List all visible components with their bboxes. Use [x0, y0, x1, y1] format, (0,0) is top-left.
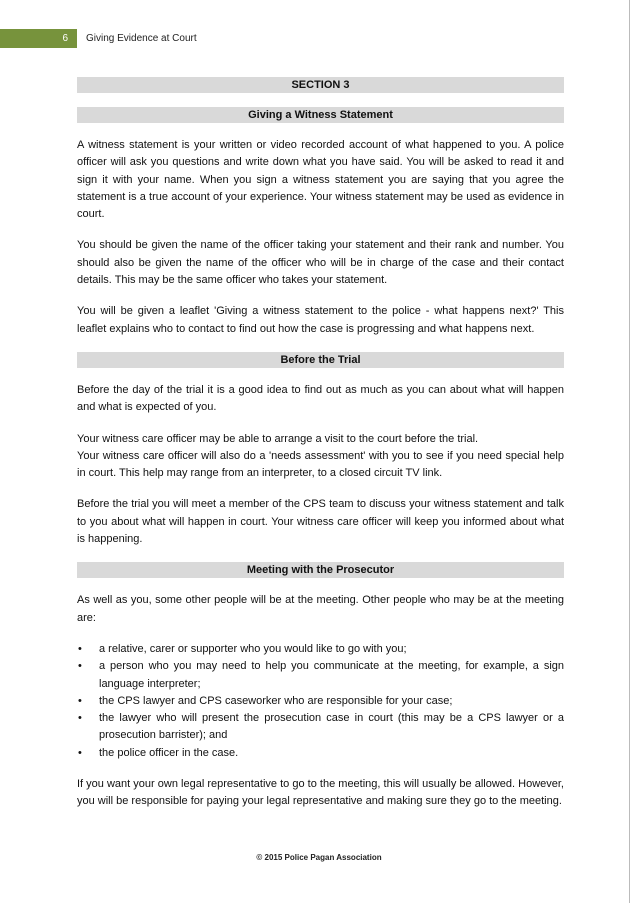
bullet-icon: • [78, 694, 82, 707]
page-content [77, 77, 564, 825]
paragraph: You will be given a leaflet 'Giving a witness statement to the police - what happens next?' This leaflet explains who to contact to find out how the case is progressing and what happens next. [77, 305, 564, 335]
list-item-text: a relative, carer or supporter who you would like to go with you; [99, 642, 407, 655]
heading-meeting-with-prosecutor: Meeting with the Prosecutor [77, 562, 564, 578]
list-item [77, 745, 564, 762]
paragraph: You should be given the name of the officer taking your statement and their rank and number. You should also be given the name of the officer who will be in charge of the case and their contact details. This may be the same officer who takes your statement. [77, 239, 564, 287]
page-number-tab [0, 29, 77, 48]
right-margin-rule [629, 0, 630, 903]
list-item [77, 693, 564, 710]
paragraph: Before the trial you will meet a member of the CPS team to discuss your witness statement and talk to you about what will happen in court. Your witness care officer will keep you informed about what is happening. [77, 498, 564, 546]
paragraph: Your witness care officer may be able to arrange a visit to the court before the trial. [77, 432, 479, 445]
bullet-icon: • [78, 642, 82, 655]
paragraph: Your witness care officer will also do a 'needs assessment' with you to see if you need special help in court. This help may range from an interpreter, to a closed circuit TV link. [77, 449, 564, 480]
bullet-icon: • [78, 746, 82, 759]
list-item [77, 710, 564, 745]
bullet-icon: • [78, 660, 82, 673]
section-label-bar: SECTION 3 [77, 77, 564, 93]
bullet-icon: • [78, 712, 82, 725]
attendee-list [77, 641, 564, 762]
list-item-text: the police officer in the case. [99, 746, 239, 759]
paragraph: If you want your own legal representative to go to the meeting, this will usually be allowed. However, you will be responsible for paying your legal representative and making sure they go to the meeting. [77, 778, 564, 808]
paragraph: A witness statement is your written or video recorded account of what happened to you. A police officer will ask you questions and write down what you have said. You will be asked to read it and sign it with your name. When you sign a witness statement you are saying that you agree the statement is a true account of your experience. Your witness statement may be used as evidence in court. [77, 139, 564, 221]
list-item [77, 658, 564, 693]
list-item-text: the CPS lawyer and CPS caseworker who are responsible for your case; [99, 694, 453, 707]
heading-giving-witness-statement: Giving a Witness Statement [77, 107, 564, 123]
list-item-text: the lawyer who will present the prosecution case in court (this may be a CPS lawyer or a prosecution barrister); and [99, 712, 564, 742]
paragraph: Before the day of the trial it is a good idea to find out as much as you can about what will happen and what is expected of you. [77, 383, 564, 414]
page-footer: © 2015 Police Pagan Association [256, 853, 382, 862]
paragraph: As well as you, some other people will be at the meeting. Other people who may be at the meeting are: [77, 594, 564, 624]
page-number: 6 [62, 33, 68, 44]
list-item [77, 641, 564, 658]
running-header-title: Giving Evidence at Court [86, 33, 197, 44]
heading-before-the-trial: Before the Trial [77, 352, 564, 368]
list-item-text: a person who you may need to help you communicate at the meeting, for example, a sign language interpreter; [99, 660, 564, 690]
